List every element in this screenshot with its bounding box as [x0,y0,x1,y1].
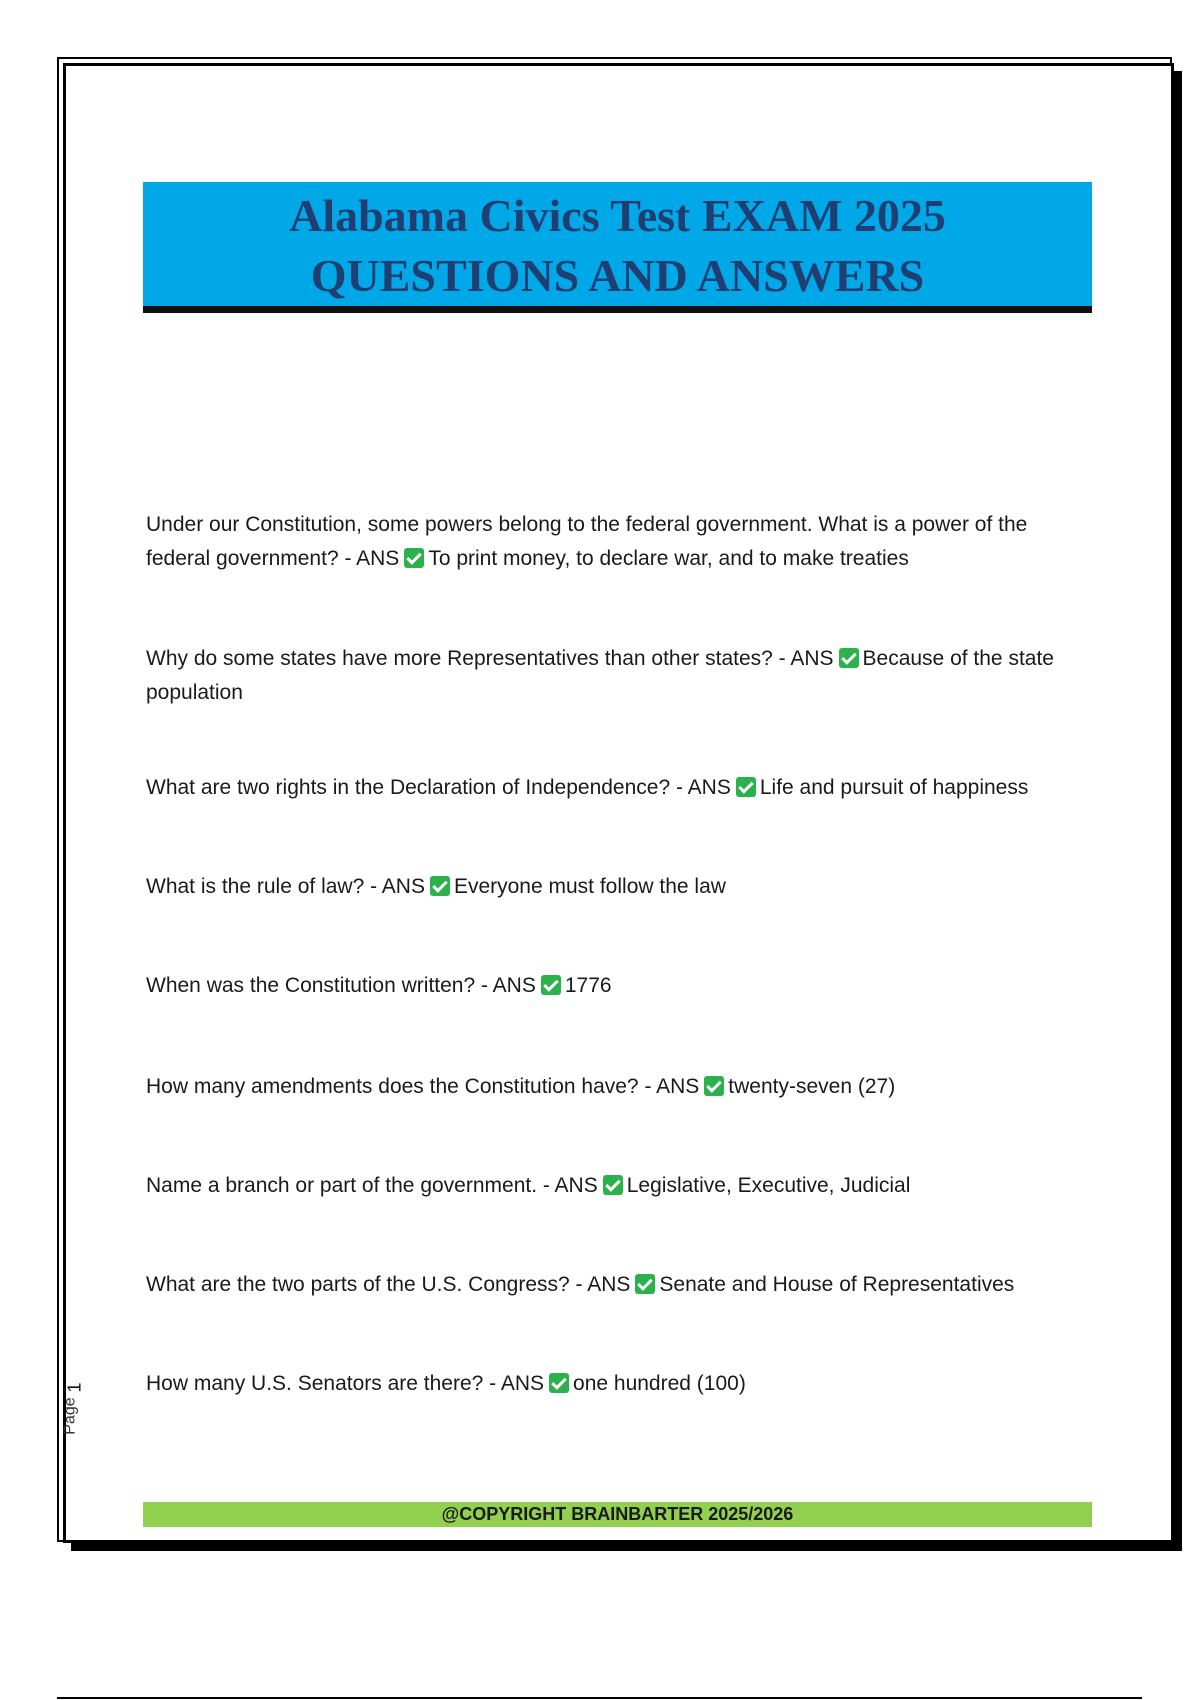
bottom-divider [57,1697,1142,1699]
qa-item [146,1070,1086,1104]
check-box-icon [549,1373,569,1393]
question-text: Why do some states have more Representatives than other states? - ANS [146,647,834,670]
check-box-icon [541,975,561,995]
qa-item [146,1169,1086,1203]
answer-text: Senate and House of Representatives [659,1273,1015,1296]
check-box-icon [404,548,424,568]
question-text: Name a branch or part of the government. - ANS [146,1174,598,1197]
answer-text: twenty-seven (27) [728,1075,896,1098]
answer-text: one hundred (100) [573,1372,746,1395]
answer-text: Legislative, Executive, Judicial [626,1174,911,1197]
title-line-2: QUESTIONS AND ANSWERS [310,250,925,301]
title-banner [143,182,1092,313]
answer-text: To print money, to declare war, and to make treaties [428,547,909,570]
question-text: How many amendments does the Constitution have? - ANS [146,1075,700,1098]
check-box-icon [736,777,756,797]
question-text: What are the two parts of the U.S. Congress? - ANS [146,1273,631,1296]
check-box-icon [839,648,859,668]
title-line-1: Alabama Civics Test EXAM 2025 [289,190,946,241]
page-label [61,1382,96,1445]
qa-item [146,969,1086,1003]
copyright-footer: @COPYRIGHT BRAINBARTER 2025/2026 [143,1502,1092,1527]
qa-item [146,1268,1086,1302]
answer-text: Life and pursuit of happiness [759,776,1029,799]
question-text: How many U.S. Senators are there? - ANS [146,1372,545,1395]
question-text: What is the rule of law? - ANS [146,875,425,898]
question-text: What are two rights in the Declaration of Independence? - ANS [146,776,731,799]
answer-text: Everyone must follow the law [453,875,726,898]
question-text: When was the Constitution written? - ANS [146,974,536,997]
question-text: Under our Constitution, some powers belong to the federal government. What is a power of the federal government? - ANS [146,513,1028,570]
qa-item [146,771,1086,805]
check-box-icon [603,1175,623,1195]
answer-text: Because of the state population [146,647,1054,704]
qa-item [146,870,1086,904]
page-label-text: Page [61,1397,79,1435]
check-box-icon [430,876,450,896]
check-box-icon [635,1274,655,1294]
qa-item [146,508,1086,576]
check-box-icon [704,1076,724,1096]
page-number: 1 [64,1382,85,1393]
qa-item [146,1367,1086,1401]
answer-text: 1776 [564,974,612,997]
qa-item [146,642,1086,710]
